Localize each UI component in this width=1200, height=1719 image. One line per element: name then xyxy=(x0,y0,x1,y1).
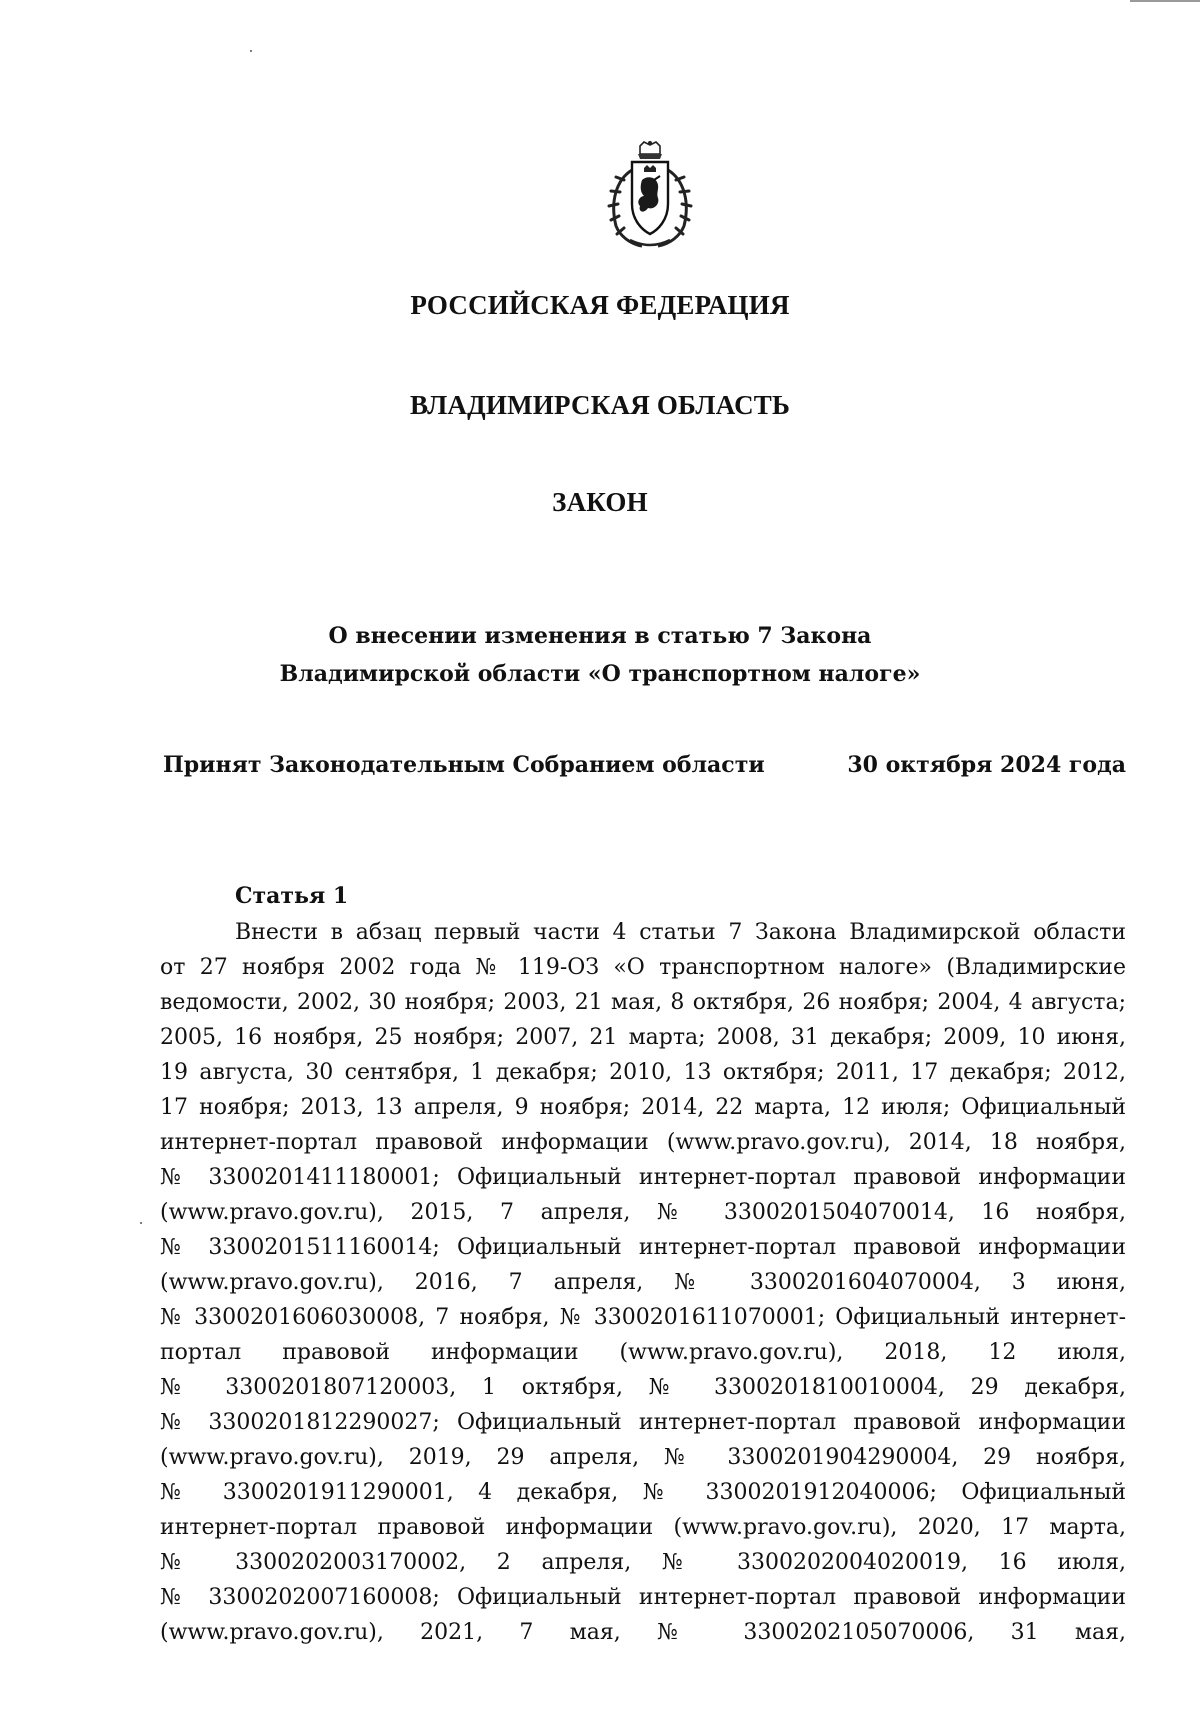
article-line: № 3300201511160014; Официальный интернет-портал правовой информации xyxy=(160,1235,1126,1260)
article-line: № 3300201911290001, 4 декабря, № 3300201912040006; Официальный xyxy=(160,1480,1126,1505)
law-subtitle-line: Владимирской области «О транспортном налоге» xyxy=(279,661,921,687)
adoption-date: 30 октября 2024 года xyxy=(847,752,1126,778)
article-line: 19 августа, 30 сентября, 1 декабря; 2010, 13 октября; 2011, 17 декабря; 2012, xyxy=(160,1060,1126,1085)
article-line: Внести в абзац первый части 4 статьи 7 Закона Владимирской области xyxy=(235,920,1126,945)
article-line: (www.pravo.gov.ru), 2021, 7 мая, № 3300202105070006, 31 мая, xyxy=(160,1620,1126,1645)
article-line: № 3300201807120003, 1 октября, № 3300201810010004, 29 декабря, xyxy=(160,1375,1126,1400)
article-line: № 3300201812290027; Официальный интернет-портал правовой информации xyxy=(160,1410,1126,1435)
article-title: Статья 1 xyxy=(235,883,349,909)
article-line: № 3300201411180001; Официальный интернет-портал правовой информации xyxy=(160,1165,1126,1190)
article-line: 17 ноября; 2013, 13 апреля, 9 ноября; 2014, 22 марта, 12 июля; Официальный xyxy=(160,1095,1126,1120)
article-line: № 3300202003170002, 2 апреля, № 3300202004020019, 16 июля, xyxy=(160,1550,1126,1575)
adopted-by-text: Принят Законодательным Собранием области xyxy=(163,752,765,778)
law-subtitle xyxy=(0,617,1200,693)
law-subtitle-line: О внесении изменения в статью 7 Закона xyxy=(328,623,872,649)
heading-region: ВЛАДИМИРСКАЯ ОБЛАСТЬ xyxy=(409,390,791,420)
article-line: ведомости, 2002, 30 ноября; 2003, 21 мая, 8 октября, 26 ноября; 2004, 4 августа; xyxy=(160,990,1126,1015)
heading-country: РОССИЙСКАЯ ФЕДЕРАЦИЯ xyxy=(410,290,790,320)
article-line: от 27 ноября 2002 года № 119-ОЗ «О транспортном налоге» (Владимирские xyxy=(160,955,1126,980)
scan-speck xyxy=(140,1222,142,1224)
scan-speck xyxy=(250,50,252,52)
heading-document-type: ЗАКОН xyxy=(552,487,648,517)
article-line: № 3300202007160008; Официальный интернет-портал правовой информации xyxy=(160,1585,1126,1610)
article-line: № 3300201606030008, 7 ноября, № 3300201611070001; Официальный интернет- xyxy=(160,1305,1126,1330)
article-line: (www.pravo.gov.ru), 2015, 7 апреля, № 3300201504070014, 16 ноября, xyxy=(160,1200,1126,1225)
article-line: (www.pravo.gov.ru), 2019, 29 апреля, № 3300201904290004, 29 ноября, xyxy=(160,1445,1126,1470)
article-line: интернет-портал правовой информации (www.pravo.gov.ru), 2014, 18 ноября, xyxy=(160,1130,1126,1155)
article-line: (www.pravo.gov.ru), 2016, 7 апреля, № 3300201604070004, 3 июня, xyxy=(160,1270,1126,1295)
article-line: портал правовой информации (www.pravo.gov.ru), 2018, 12 июля, xyxy=(160,1340,1126,1365)
article-line: интернет-портал правовой информации (www.pravo.gov.ru), 2020, 17 марта, xyxy=(160,1515,1126,1540)
coat-of-arms-emblem xyxy=(602,140,698,252)
adoption-info xyxy=(163,752,1126,778)
scan-edge-mark xyxy=(1130,0,1200,2)
article-line: 2005, 16 ноября, 25 ноября; 2007, 21 марта; 2008, 31 декабря; 2009, 10 июня, xyxy=(160,1025,1126,1050)
article-body xyxy=(160,915,1126,1650)
